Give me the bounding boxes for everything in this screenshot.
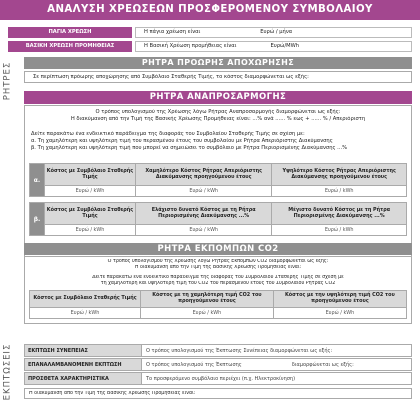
fixed-charge-label: ΠΑΓΙΑ ΧΡΕΩΣΗ	[8, 27, 132, 38]
basic-charge-field[interactable]	[135, 41, 412, 52]
row-b-value-min[interactable]: Ευρώ / kWh	[136, 225, 272, 236]
row-a-value-fixed[interactable]: Ευρώ / kWh	[45, 186, 136, 197]
recurring-discount-field	[142, 358, 412, 371]
row-a-header-min: Χαμηλότερο Κόστος Ρήτρας Απεριόριστης Διακύμανσης προηγούμενου έτους	[136, 164, 272, 186]
extra-features-row[interactable]	[24, 372, 412, 385]
consistency-discount-text: Ο τρόπος υπολογισμού της Έκπτωσης Συνέπειας διαμορφώνεται ως εξής:	[142, 344, 412, 357]
footer-text: Η διακύμανση από την Τιμή της Βασικής Χρέωσης Προμήθειας είναι:	[29, 391, 196, 396]
recurring-discount-extra: διαμορφώνεται ως εξής:	[291, 361, 354, 368]
row-b-header-fixed: Κόστος με Συμβόλαιο Σταθερής Τιμής	[45, 203, 136, 225]
early-termination-box[interactable]	[24, 71, 412, 83]
adjustment-line-3: Δείτε παρακάτω ένα ενδεικτικό παράδειγμα της διαφοράς του Συμβολαίου Σταθερής Τιμής σε σχέση με:	[31, 131, 305, 137]
extra-features-label: ΠΡΟΣΘΕΤΑ ΧΑΡΑΚΤΗΡΙΣΤΙΚΑ	[24, 372, 142, 385]
row-a-header-max: Υψηλότερο Κόστος Ρήτρας Απεριόριστης Διακύμανσης προηγούμενου έτους	[272, 164, 407, 186]
clauses-side-label: ΡΗΤΡΕΣ	[2, 61, 13, 101]
recurring-discount-text: Ο τρόπος υπολογισμού της Έκπτωσης	[146, 361, 242, 368]
co2-clause-title: ΡΗΤΡΑ ΕΚΠΟΜΠΩΝ CO2	[24, 243, 412, 255]
row-b-header-max: Μέγιστο δυνατό Κόστος με τη Ρήτρα Περιορισμένης Διακύμανσης ...%	[272, 203, 407, 225]
adjustment-line-4: α. Τη χαμηλότερη και υψηλότερη τιμή του περασμένου έτους του συμβολαίου με Ρήτρα Απεριόριστης Διακύμανσης	[31, 138, 333, 144]
co2-header-max: Κόστος με την υψηλότερη τιμή CO2 του προηγούμενου έτους	[273, 291, 406, 308]
co2-clause-box	[24, 256, 412, 324]
co2-line-4: τη χαμηλότερη και υψηλότερη τιμή του CO2 του περασμένου έτους του Συμβολαίου Ρήτρας CO2	[100, 281, 336, 286]
recurring-discount-label: ΕΠΑΝΑΛΑΜΒΑΝΟΜΕΝΗ ΕΚΠΤΩΣΗ	[24, 358, 142, 371]
adjustment-table	[29, 163, 407, 236]
adjustment-line-5: β. Τη χαμηλότερη και υψηλότερη τιμή που μπορεί να σημειώσει το συμβόλαιο με Ρήτρα Περιορισμένης Διακύμανσης ...%	[31, 145, 348, 151]
extra-features-text: Το προσφερόμενο συμβόλαιο περιέχει (π.χ. Ηλεκτροκίνηση)	[142, 372, 412, 385]
adjustment-clause-box	[24, 105, 412, 266]
row-b-header-min: Ελάχιστο δυνατό Κόστος με τη Ρήτρα Περιορισμένης Διακύμανσης ...%	[136, 203, 272, 225]
basic-charge-text: Η Βασική Χρέωση προμήθειας είναι	[144, 43, 237, 49]
basic-charge-row	[8, 40, 412, 52]
co2-header-min: Κόστος με τη χαμηλότερη τιμή CO2 του προηγούμενου έτους	[141, 291, 274, 308]
basic-charge-label: ΒΑΣΙΚΗ ΧΡΕΩΣΗ ΠΡΟΜΗΘΕΙΑΣ	[8, 41, 132, 52]
adjustment-line-2: Η διακύμανση από την Τιμή της Βασικής Χρέωσης Προμήθειας είναι: ...% ανά ...... % εως + ...... % / Απεριόριστη	[70, 116, 366, 122]
fixed-charge-field[interactable]	[135, 27, 412, 38]
early-termination-title: ΡΗΤΡΑ ΠΡΟΩΡΗΣ ΑΠΟΧΩΡΗΣΗΣ	[24, 57, 412, 69]
co2-value-min[interactable]: Ευρώ / kWh	[141, 308, 274, 319]
adjustment-line-1: Ο τρόπος υπολογισμού της Χρέωσης λόγω Ρήτρας Αναπροσαρμογής διαμορφώνεται ως εξής:	[95, 109, 341, 115]
fixed-charge-row	[8, 26, 412, 38]
document-title: ΑΝΑΛΥΣΗ ΧΡΕΩΣΕΩΝ ΠΡΟΣΦΕΡΟΜΕΝΟΥ ΣΥΜΒΟΛΑΙΟΥ	[0, 0, 420, 20]
consistency-discount-label: ΕΚΠΤΩΣΗ ΣΥΝΕΠΕΙΑΣ	[24, 344, 142, 357]
row-a-header-fixed: Κόστος με Συμβόλαιο Σταθερής Τιμής	[45, 164, 136, 186]
basic-charge-unit: Ευρώ/MWh	[270, 43, 300, 49]
co2-value-max[interactable]: Ευρώ / kWh	[273, 308, 406, 319]
recurring-discount-row[interactable]	[24, 358, 412, 371]
co2-table	[29, 290, 407, 319]
row-b-letter: β.	[30, 203, 45, 236]
footer-box[interactable]	[24, 388, 412, 399]
fixed-charge-unit: Ευρώ / μήνα	[260, 29, 293, 35]
co2-line-2: Η διακύμανση από την Τιμή της Βασικής Χρέωσης Προμήθειας είναι:	[134, 265, 302, 270]
adjustment-clause-title: ΡΗΤΡΑ ΑΝΑΠΡΟΣΑΡΜΟΓΗΣ	[24, 91, 412, 104]
early-termination-text: Σε περίπτωση πρόωρης αποχώρησης από Συμβόλαιο Σταθερής Τιμής, το κόστος διαμορφώνεται ως εξής:	[33, 74, 309, 80]
co2-value-fixed[interactable]: Ευρώ / kWh	[30, 308, 141, 319]
row-a-letter: α.	[30, 164, 45, 197]
consistency-discount-row[interactable]	[24, 344, 412, 357]
row-b-value-fixed[interactable]: Ευρώ / kWh	[45, 225, 136, 236]
co2-line-3: Δείτε παρακάτω ένα ενδεικτικό παράδειγμα της διαφοράς του Συμβολαίου Σταθερής Τιμής σε σχέση με	[92, 275, 344, 280]
co2-line-1: Ο τρόπος υπολογισμού της Χρέωσης λόγω Ρήτρας Εκπομπών CO2 διαμορφώνεται ως εξής:	[107, 259, 329, 264]
row-b-value-max[interactable]: Ευρώ / kWh	[272, 225, 407, 236]
co2-header-fixed: Κόστος με Συμβόλαιο Σταθερής Τιμής	[30, 291, 141, 308]
row-a-value-max[interactable]: Ευρώ / kWh	[272, 186, 407, 197]
discounts-side-label: ΕΚΠΤΩΣΕΙΣ	[2, 343, 12, 401]
row-a-value-min[interactable]: Ευρώ / kWh	[136, 186, 272, 197]
fixed-charge-text: Η πάγια χρέωση είναι	[144, 29, 201, 35]
